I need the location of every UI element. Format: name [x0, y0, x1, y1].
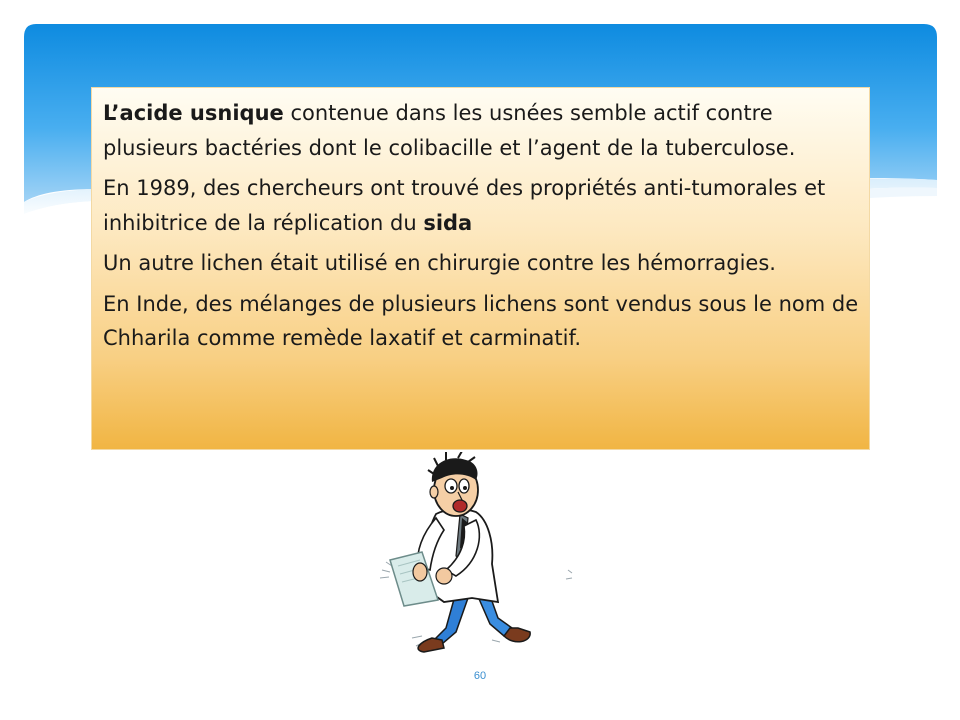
usnic-acid-term: L’acide usnique [103, 101, 284, 125]
paragraph-usnic-acid [103, 96, 859, 165]
research-text: En 1989, des chercheurs ont trouvé des propriétés anti-tumorales et inhibitrice de la réplication du [103, 176, 826, 235]
cartoon-doctor-illustration [372, 452, 582, 658]
paragraph-india-chharila: En Inde, des mélanges de plusieurs lichens sont vendus sous le nom de Chharila comme remède laxatif et carminatif. [103, 291, 859, 350]
usnic-acid-text: contenue dans les usnées semble actif contre plusieurs bactéries dont le colibacille et l’agent de la tuberculose. [103, 101, 796, 160]
paragraph-1989-research [103, 171, 859, 240]
lichen-text-box [91, 87, 870, 450]
sida-term: sida [423, 210, 473, 235]
paragraph-surgery: Un autre lichen était utilisé en chirurgie contre les hémorragies. [103, 251, 776, 275]
page-number: 60 [473, 670, 487, 682]
